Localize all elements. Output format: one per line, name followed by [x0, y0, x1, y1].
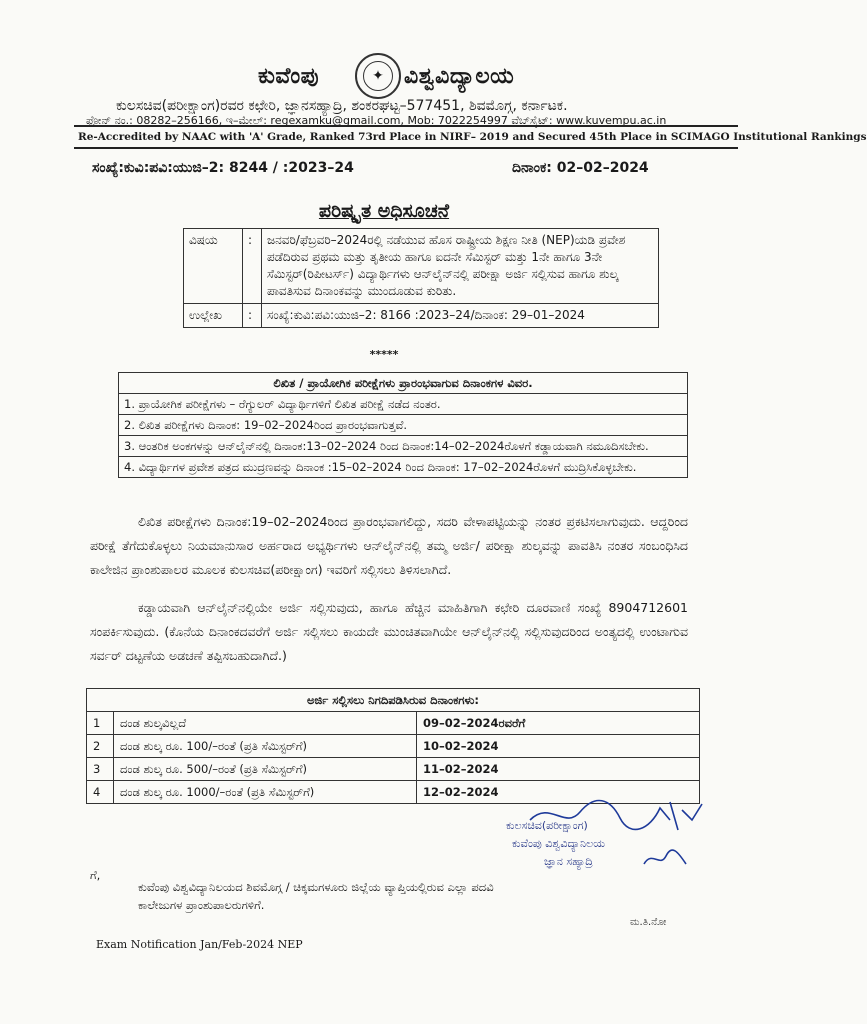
signatory-designation: ಕುಲಸಚಿವ(ಪರೀಕ್ಷಾಂಗ): [506, 819, 588, 832]
exam-info-item: 2. ಲಿಖಿತ ಪರೀಕ್ಷೆಗಳು ದಿನಾಂಕ: 19–02–2024ರಿಂದ ಪ್ರಾರಂಭವಾಗುತ್ತವೆ.: [119, 415, 688, 436]
cc-label: ಗೆ,: [90, 868, 101, 882]
reference-label: ಉಲ್ಲೇಖ: [184, 304, 243, 328]
subject-text: ಜನವರಿ/ಫೆಬ್ರವರಿ–2024ರಲ್ಲಿ ನಡೆಯುವ ಹೊಸ ರಾಷ್ಟ್ರೀಯ ಶಿಕ್ಷಣ ನೀತಿ (NEP)ಯಡಿ ಪ್ರವೇಶ ಪಡೆದಿರುವ ಪ್ರಥಮ ಮತ್ತು ತೃತೀಯ ಹಾಗೂ ಐದನೇ ಸೆಮಿಸ್ಟರ್ ಮತ್ತು 1ನೇ ಹಾಗೂ 3ನೇ ಸೆಮಿಸ್ಟರ್(ರಿಪೀಟರ್ಸ್) ವಿದ್ಯಾರ್ಥಿಗಳು ಆನ್‌ಲೈನ್‌ನಲ್ಲಿ ಪರೀಕ್ಷಾ ಅರ್ಜಿ ಸಲ್ಲಿಸುವ ಹಾಗೂ ಶುಲ್ಕ ಪಾವತಿಸುವ ದಿನಾಂಕವನ್ನು ಮುಂದೂಡುವ ಕುರಿತು.: [262, 229, 659, 304]
university-seal-icon: ✦: [355, 53, 401, 99]
exam-info-item: 4. ವಿದ್ಯಾರ್ಥಿಗಳ ಪ್ರವೇಶ ಪತ್ರದ ಮುದ್ರಣವನ್ನು ದಿನಾಂಕ :15–02–2024 ರಿಂದ ದಿನಾಂಕ: 17–02–2024ರೊಳಗೆ ಮುದ್ರಿಸಿಕೊಳ್ಳಬೇಕು.: [119, 457, 688, 478]
separator: *****: [369, 348, 399, 361]
subject-table: ವಿಷಯ : ಜನವರಿ/ಫೆಬ್ರವರಿ–2024ರಲ್ಲಿ ನಡೆಯುವ ಹೊಸ ರಾಷ್ಟ್ರೀಯ ಶಿಕ್ಷಣ ನೀತಿ (NEP)ಯಡಿ ಪ್ರವೇಶ ಪಡೆದಿರುವ ಪ್ರಥಮ ಮತ್ತು ತೃತೀಯ ಹಾಗೂ ಐದನೇ ಸೆಮಿಸ್ಟರ್ ಮತ್ತು 1ನೇ ಹಾಗೂ 3ನೇ ಸೆಮಿಸ್ಟರ್(ರಿಪೀಟರ್ಸ್) ವಿದ್ಯಾರ್ಥಿಗಳು ಆನ್‌ಲೈನ್‌ನಲ್ಲಿ ಪರೀಕ್ಷಾ ಅರ್ಜಿ ಸಲ್ಲಿಸುವ ಹಾಗೂ ಶುಲ್ಕ ಪಾವತಿಸುವ ದಿನಾಂಕವನ್ನು ಮುಂದೂಡುವ ಕುರಿತು. ಉಲ್ಲೇಖ : ಸಂಖ್ಯೆ:ಕುವಿ:ಪವಿ:ಯುಜಿ–2: 8166 :2023–24/ದಿನಾಂಕ: 29–01–2024: [183, 228, 659, 328]
initials: ಮ.ತಿ.ನೋ: [630, 917, 667, 928]
university-name-right: ವಿಶ್ವವಿದ್ಯಾಲಯ: [404, 64, 515, 89]
cc-line-2: ಕಾಲೇಜುಗಳ ಪ್ರಾಂಶುಪಾಲರುಗಳಿಗೆ.: [138, 898, 265, 912]
exam-info-item: 1. ಪ್ರಾಯೋಗಿಕ ಪರೀಕ್ಷೆಗಳು – ರೆಗ್ಯುಲರ್ ವಿದ್ಯಾರ್ಥಿಗಳಿಗೆ ಲಿಖಿತ ಪರೀಕ್ಷೆ ನಡೆದ ನಂತರ.: [119, 394, 688, 415]
university-name-left: ಕುವೆಂಪು: [258, 64, 320, 89]
contact-line: ಫೋನ್ ನಂ.: 08282–256166, ಇ–ಮೇಲ್: regexamku@gmail.com, Mob: 7022254997 ವೆಬ್‌ಸೈಟ್: www.kuvempu.ac.in: [86, 114, 667, 127]
initials-scribble-icon: [640, 846, 690, 872]
application-dates-table: [86, 688, 700, 804]
exam-info-header: ಲಿಖಿತ / ಪ್ರಾಯೋಗಿಕ ಪರೀಕ್ಷೆಗಳು ಪ್ರಾರಂಭವಾಗುವ ದಿನಾಂಕಗಳ ವಿವರ.: [119, 373, 688, 394]
reference-number: ಸಂಖ್ಯೆ:ಕುವಿ:ಪವಿ:ಯುಜಿ–2: 8244 / :2023–24: [92, 160, 354, 176]
table-row: 4 ದಂಡ ಶುಲ್ಕ ರೂ. 1000/–ರಂತೆ (ಪ್ರತಿ ಸೆಮಿಸ್ಟರ್‌ಗೆ) 12–02–2024: [87, 781, 700, 804]
table-row: 3 ದಂಡ ಶುಲ್ಕ ರೂ. 500/–ರಂತೆ (ಪ್ರತಿ ಸೆಮಿಸ್ಟರ್‌ಗೆ) 11–02–2024: [87, 758, 700, 781]
page-title: ಪರಿಷ್ಕೃತ ಅಧಿಸೂಚನೆ: [318, 200, 450, 222]
signatory-university: ಕುವೆಂಪು ವಿಶ್ವವಿದ್ಯಾನಿಲಯ: [512, 837, 605, 850]
accreditation-band: Re-Accredited by NAAC with 'A' Grade, Ranked 73rd Place in NIRF– 2019 and Secured 45th Place in SCIMAGO Institutional Rankings: [74, 125, 738, 149]
footer-note: Exam Notification Jan/Feb-2024 NEP: [96, 938, 303, 951]
office-address: ಕುಲಸಚಿವ(ಪರೀಕ್ಷಾಂಗ)ರವರ ಕಛೇರಿ, ಜ್ಞಾನಸಹ್ಯಾದ್ರಿ, ಶಂಕರಘಟ್ಟ–577451, ಶಿವಮೊಗ್ಗ, ಕರ್ನಾಟಕ.: [116, 98, 568, 114]
exam-info-item: 3. ಆಂತರಿಕ ಅಂಕಗಳನ್ನು ಆನ್‌ಲೈನ್‌ನಲ್ಲಿ ದಿನಾಂಕ:13–02–2024 ರಿಂದ ದಿನಾಂಕ:14–02–2024ರೊಳಗೆ ಕಡ್ಡಾಯವಾಗಿ ನಮೂದಿಸಬೇಕು.: [119, 436, 688, 457]
reference-date: ದಿನಾಂಕ: 02–02–2024: [512, 160, 649, 176]
table-row: 2 ದಂಡ ಶುಲ್ಕ ರೂ. 100/–ರಂತೆ (ಪ್ರತಿ ಸೆಮಿಸ್ಟರ್‌ಗೆ) 10–02–2024: [87, 735, 700, 758]
dates-table-header: ಅರ್ಜಿ ಸಲ್ಲಿಸಲು ನಿಗದಿಪಡಿಸಿರುವ ದಿನಾಂಕಗಳು:: [87, 689, 700, 712]
exam-info-table: [118, 372, 688, 478]
signatory-place: ಜ್ಞಾನ ಸಹ್ಯಾದ್ರಿ: [544, 855, 593, 868]
cc-line-1: ಕುವೆಂಪು ವಿಶ್ವವಿದ್ಯಾನಿಲಯದ ಶಿವಮೊಗ್ಗ / ಚಿಕ್ಕಮಗಳೂರು ಜಿಲ್ಲೆಯ ವ್ಯಾಪ್ತಿಯಲ್ಲಿರುವ ಎಲ್ಲಾ ಪದವಿ: [138, 880, 494, 894]
body-paragraph-2: ಕಡ್ಡಾಯವಾಗಿ ಆನ್‌ಲೈನ್‌ನಲ್ಲಿಯೇ ಅರ್ಜಿ ಸಲ್ಲಿಸುವುದು, ಹಾಗೂ ಹೆಚ್ಚಿನ ಮಾಹಿತಿಗಾಗಿ ಕಛೇರಿ ದೂರವಾಣಿ ಸಂಖ್ಯೆ 8904712601 ಸಂಪರ್ಕಿಸುವುದು. (ಕೊನೆಯ ದಿನಾಂಕದವರೆಗೆ ಅರ್ಜಿ ಸಲ್ಲಿಸಲು ಕಾಯದೇ ಮುಂಚಿತವಾಗಿಯೇ ಆನ್‌ಲೈನ್‌ನಲ್ಲಿ ಸಲ್ಲಿಸುವುದರಿಂದ ಅಂತ್ಯದಲ್ಲಿ ಉಂಟಾಗುವ ಸರ್ವರ್ ದಟ್ಟಣೆಯ ಅಡಚಣೆ ತಪ್ಪಿಸಬಹುದಾಗಿದೆ.): [90, 600, 688, 663]
table-row: 1 ದಂಡ ಶುಲ್ಕವಿಲ್ಲದೆ 09–02–2024ರವರೆಗೆ: [87, 712, 700, 735]
subject-label: ವಿಷಯ: [184, 229, 243, 304]
reference-text: ಸಂಖ್ಯೆ:ಕುವಿ:ಪವಿ:ಯುಜಿ–2: 8166 :2023–24/ದಿನಾಂಕ: 29–01–2024: [262, 304, 659, 328]
body-paragraph-1: ಲಿಖಿತ ಪರೀಕ್ಷೆಗಳು ದಿನಾಂಕ:19–02–2024ರಿಂದ ಪ್ರಾರಂಭವಾಗಲಿದ್ದು, ಸದರಿ ವೇಳಾಪಟ್ಟಿಯನ್ನು ನಂತರ ಪ್ರಕಟಿಸಲಾಗುವುದು. ಆದ್ದರಿಂದ ಪರೀಕ್ಷೆ ತೆಗೆದುಕೊಳ್ಳಲು ನಿಯಮಾನುಸಾರ ಅರ್ಹರಾದ ಅಭ್ಯರ್ಥಿಗಳು ಆನ್‌ಲೈನ್‌ನಲ್ಲಿ ತಮ್ಮ ಅರ್ಜಿ/ ಪರೀಕ್ಷಾ ಶುಲ್ಕವನ್ನು ಪಾವತಿಸಿ ನಂತರ ಸಂಬಂಧಿಸಿದ ಕಾಲೇಜಿನ ಪ್ರಾಂಶುಪಾಲರ ಮೂಲಕ ಕುಲಸಚಿವ(ಪರೀಕ್ಷಾಂಗ) ಇವರಿಗೆ ಸಲ್ಲಿಸಲು ತಿಳಿಸಲಾಗಿದೆ.: [90, 514, 688, 577]
